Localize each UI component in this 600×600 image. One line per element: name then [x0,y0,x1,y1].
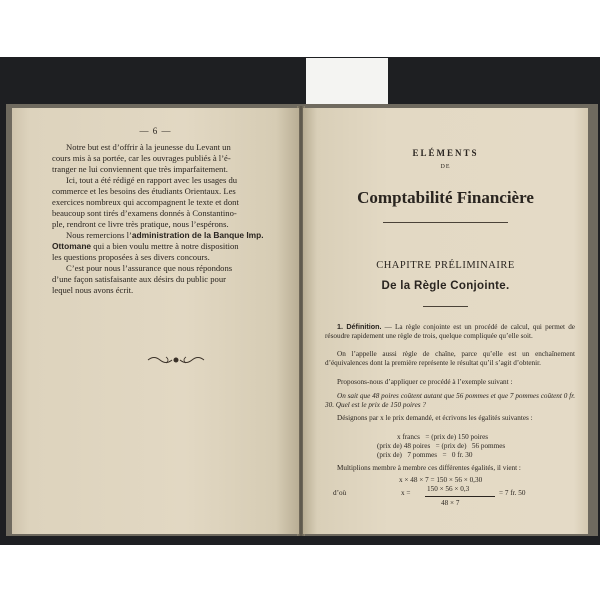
left-page [12,108,299,534]
paragraph: Proposons-nous d’appliquer ce procédé à l’exemple suivant : [337,378,513,386]
equation: (prix de) 7 pommes = 0 fr. 30 [377,451,473,459]
bank-name-cont: Ottomane [52,241,92,251]
equation: x × 48 × 7 = 150 × 56 × 0,30 [399,476,483,484]
paragraph: Multiplions membre à membre ces différentes égalités, il vient : [337,464,521,472]
heading-de: DE [440,164,451,170]
definition-paragraph: 1. Définition. — La règle conjointe est un procédé de calcul, qui permet de résoudre rapidement une règle de trois, quelque compliquée qu’elle soit. [325,322,575,340]
section-title: De la Règle Conjointe. [381,280,510,292]
text-line: beaucoup sont tirés d’examens donnés à Constantino- [52,208,237,218]
text-line: exercices nombreux qui accompagnent le texte et dont [52,197,239,207]
chapter-heading: CHAPITRE PRÉLIMINAIRE [376,260,515,271]
paragraph: Désignons par x le prix demandé, et écrivons les égalités suivantes : [337,414,533,422]
book-title: Comptabilité Financière [357,188,534,207]
text-line: Ici, tout a été rédigé en rapport avec les usages du [66,175,238,185]
fraction-numerator: 150 × 56 × 0,3 [427,485,470,493]
divider-short [423,306,468,307]
ornament-icon [146,354,206,366]
definition-label: 1. Définition. [337,322,382,331]
equation: (prix de) 48 poires = (prix de) 56 pommes [377,442,506,450]
equation: x francs = (prix de) 150 poires [397,433,489,441]
fraction-bar [425,496,495,497]
text-line: Notre but est d’offrir à la jeunesse du Levant un [66,142,231,152]
text-line: les questions proposées à ses divers concours. [52,252,210,262]
text-line: tranger ne lui conviennent que très imparfaitement. [52,164,228,174]
divider [383,222,508,223]
text-line: commerce et les besoins des étudiants Orientaux. Les [52,186,236,196]
example-paragraph: On sait que 48 poires coûtent autant que 56 pommes et que 7 pommes coûtent 0 fr. 30. Quel est le prix de 150 poires ? [325,392,575,409]
x-equals: x = [401,489,411,497]
fraction-denominator: 48 × 7 [441,499,460,507]
text-line: C’est pour nous l’assurance que nous répondons [66,263,233,273]
paragraph: On l’appelle aussi règle de chaîne, parce qu’elle est un enchaînement d’équivalences dont la première représente le résultat qu’il s’agit d’obtenir. [325,350,575,367]
text-line: Ottomane qui a bien voulu mettre à notre disposition [52,241,239,251]
preface-text [52,142,286,296]
text-line: lequel nous avons écrit. [52,285,134,295]
dou-label: d’où [333,489,347,497]
page-number: — 6 — [139,126,172,136]
right-page [303,108,588,534]
bank-name: administration de la Banque Imp. [131,230,264,240]
heading-elements: ELÉMENTS [412,148,479,158]
text-line: d’une façon satisfaisante aux désirs du public pour [52,274,226,284]
text-line: ple, rendront ce livre très pratique, nous l’espérons. [52,219,229,229]
result: = 7 fr. 50 [499,489,526,497]
text-line: cours mis à sa portée, car les ouvrages publiés à l’é- [52,153,231,163]
text-line: Nous remercions l’administration de la Banque Imp. [66,230,264,240]
